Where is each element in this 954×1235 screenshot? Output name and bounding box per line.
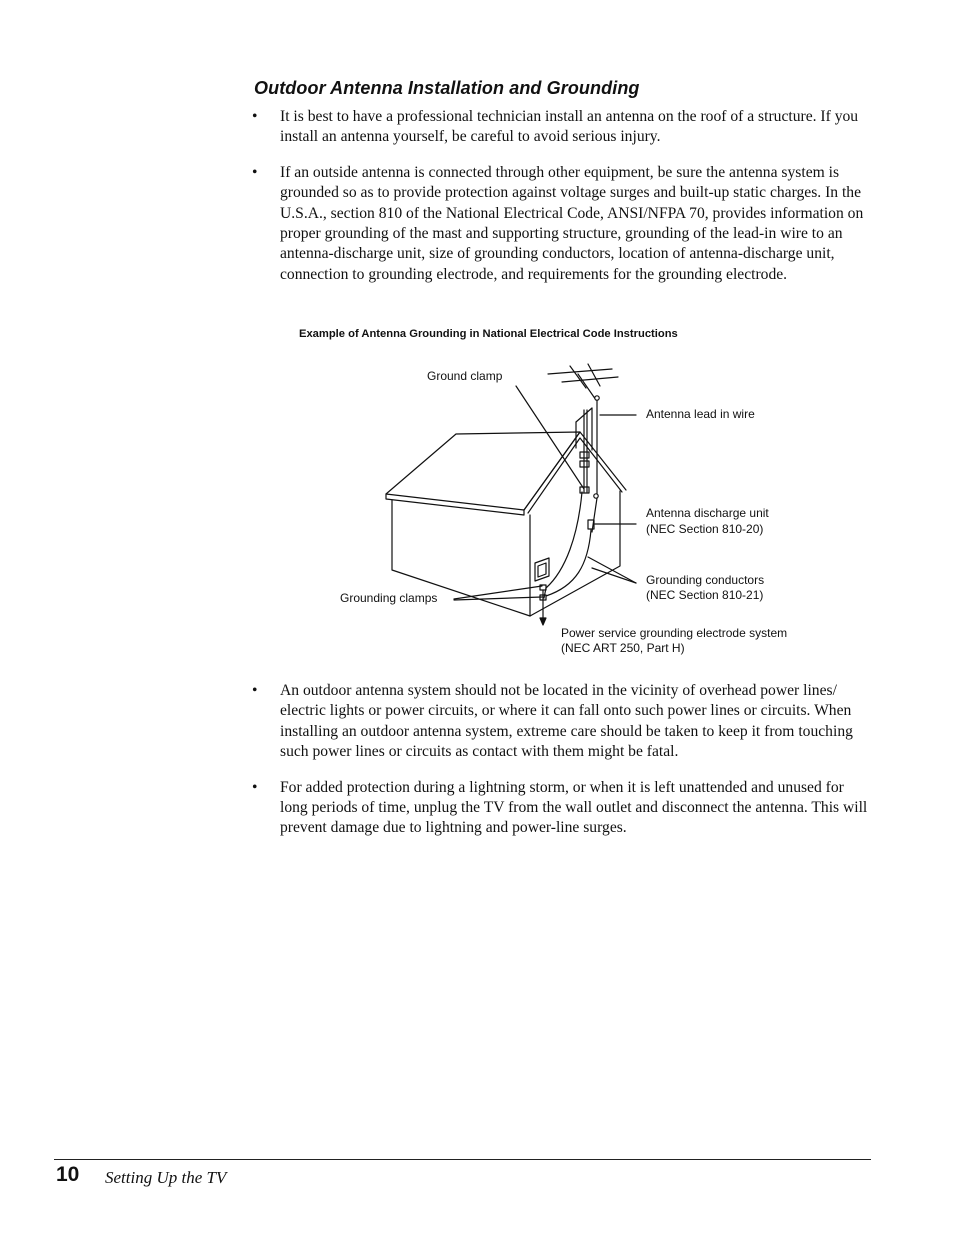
- list-item-text: It is best to have a professional technician install an antenna on the roof of a structure. If you install an antenna yourself, be careful to avoid serious injury.: [280, 108, 859, 146]
- label-antenna-lead-in: Antenna lead in wire: [646, 407, 755, 421]
- list-item-text: If an outside antenna is connected through other equipment, be sure the antenna system is grounded so as to provide protection against voltage surges and built-up static charges. In the U.S.A., section 810 of the National Electrical Code, ANSI/NFPA 70, provides information on proper grounding of the mast and supporting structure, grounding of the lead-in wire to an antenna-discharge unit, size of grounding conductors, location of antenna-discharge unit, connection to grounding electrode, and requirements for the grounding electrode.: [280, 163, 864, 283]
- label-grounding-conductors-section: (NEC Section 810-21): [646, 588, 764, 602]
- list-item-text: An outdoor antenna system should not be located in the vicinity of overhead power lines/ electric lights or power circuits, or where it can fall onto such power lines or circuits. When installing an outdoor antenna system, extreme care should be taken to keep it from touching such power lines or circuits as contact with them might be fatal.: [280, 682, 853, 761]
- page-number: 10: [56, 1163, 80, 1186]
- bullet-marker: •: [252, 108, 258, 125]
- section-heading: Outdoor Antenna Installation and Grounding: [254, 78, 640, 98]
- bullet-marker: •: [252, 682, 258, 699]
- list-item: [252, 681, 872, 763]
- figure-caption: Example of Antenna Grounding in National Electrical Code Instructions: [299, 328, 678, 340]
- label-ground-clamp: Ground clamp: [427, 369, 503, 383]
- label-power-service-article: (NEC ART 250, Part H): [561, 641, 685, 655]
- list-item: [252, 107, 872, 148]
- list-item: [252, 778, 872, 839]
- label-grounding-conductors: Grounding conductors: [646, 573, 765, 587]
- footer-divider: [54, 1159, 871, 1160]
- label-grounding-clamps: Grounding clamps: [340, 591, 438, 605]
- bullet-marker: •: [252, 163, 258, 181]
- bullet-list-top: [252, 107, 872, 300]
- label-discharge-unit: Antenna discharge unit: [646, 506, 769, 520]
- bullet-marker: •: [252, 778, 258, 796]
- label-discharge-unit-section: (NEC Section 810-20): [646, 522, 764, 536]
- running-title: Setting Up the TV: [105, 1168, 227, 1187]
- antenna-grounding-diagram: [330, 360, 830, 660]
- label-power-service: Power service grounding electrode system: [561, 626, 788, 640]
- list-item: [252, 163, 872, 285]
- list-item-text: For added protection during a lightning storm, or when it is left unattended and unused for long periods of time, unplug the TV from the wall outlet and disconnect the antenna. This will prevent damage due to lightning and power-line surges.: [280, 778, 868, 837]
- bullet-list-bottom: [252, 681, 872, 854]
